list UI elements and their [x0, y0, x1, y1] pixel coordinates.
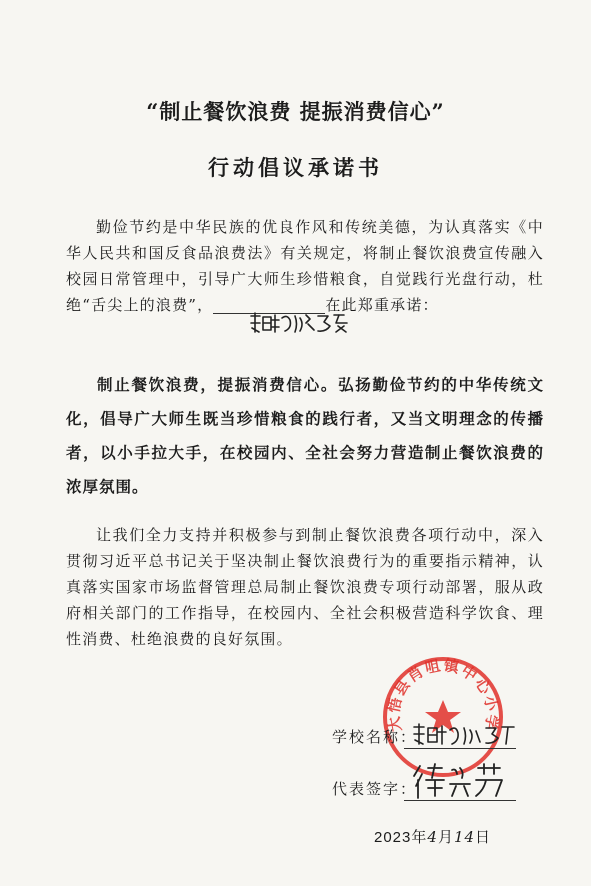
paragraph-intro-tail: 在此郑重承诺：	[325, 296, 439, 314]
date-day-char: 日	[475, 829, 492, 846]
document-title-line2: 行动倡议承诺书	[208, 155, 383, 180]
date-month: 4	[427, 828, 438, 846]
paragraph-commitment: 制止餐饮浪费，提振消费信心。弘扬勤俭节约的中华传统文化，倡导广大师生既当珍惜粮食的践行者，又当文明理念的传播者，以小手拉大手，在校园内、全社会努力营造制止餐饮浪费的浓厚氛围。	[66, 375, 544, 496]
date-year-char: 年	[411, 829, 428, 846]
date-year: 2023	[374, 829, 412, 846]
date-day: 14	[453, 828, 476, 846]
document-date	[374, 826, 491, 847]
representative-line	[404, 800, 516, 801]
paragraph-intro	[66, 214, 544, 318]
representative-signature-handwriting	[410, 760, 520, 800]
paragraph-call-to-action: 让我们全力支持并积极参与到制止餐饮浪费各项行动中，深入贯彻习近平总书记关于坚决制止餐饮浪费行为的重要指示精神，认真落实国家市场监督管理总局制止餐饮浪费专项行动部署，服从政府相关部门的工作指导，在校园内、全社会积极营造科学饮食、理性消费、杜绝浪费的良好氛围。	[66, 526, 544, 648]
document-title-line1: “制止餐饮浪费 提振消费信心”	[146, 99, 445, 124]
date-month-char: 月	[437, 829, 454, 846]
seal-text: 大悟县肖咀镇中心小学	[384, 656, 502, 734]
school-signature-handwriting	[410, 722, 520, 748]
school-name-line	[404, 748, 516, 749]
inline-signature-handwriting	[248, 310, 356, 336]
paragraph-intro-text: 勤俭节约是中华民族的优良作风和传统美德，为认真落实《中华人民共和国反食品浪费法》有关规定，将制止餐饮浪费宣传融入校园日常管理中，引导广大师生珍惜粮食，自觉践行光盘行动，杜绝“舌尖上的浪费”，	[66, 218, 544, 314]
representative-label: 代表签字：	[332, 780, 418, 798]
school-name-label: 学校名称：	[332, 728, 418, 746]
